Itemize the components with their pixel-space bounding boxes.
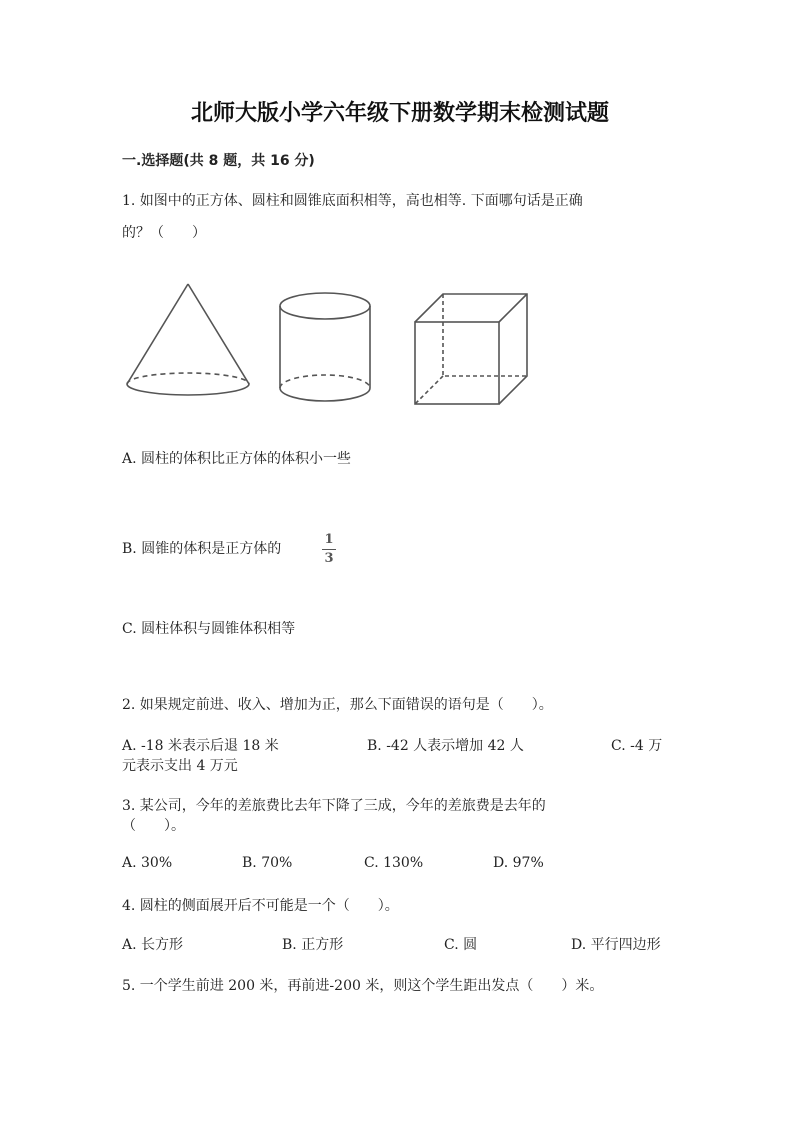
cone-icon [127, 284, 249, 395]
question-2-option-a: A. -18 米表示后退 18 米 [122, 738, 279, 754]
question-2-option-c: C. -4 万 [611, 738, 663, 754]
cylinder-icon [280, 293, 370, 401]
question-5-line-1: 5. 一个学生前进 200 米，再前进-200 米，则这个学生距出发点（ ）米。 [122, 978, 604, 994]
question-2-option-c-continued: 元表示支出 4 万元 [122, 758, 238, 774]
question-1-line-2: 的？（ ） [122, 225, 206, 241]
question-3-option-d: D. 97% [493, 855, 544, 871]
question-2-option-b: B. -42 人表示增加 42 人 [367, 738, 524, 754]
cube-icon [415, 294, 527, 404]
question-1-option-b: B. 圆锥的体积是正方体的 [122, 541, 282, 557]
question-1-line-1: 1. 如图中的正方体、圆柱和圆锥底面积相等，高也相等. 下面哪句话是正确 [122, 193, 583, 209]
question-4-option-d: D. 平行四边形 [571, 937, 661, 953]
question-4-option-b: B. 正方形 [282, 937, 344, 953]
page-title: 北师大版小学六年级下册数学期末检测试题 [190, 101, 609, 126]
question-3-line-2: （ ）。 [122, 818, 185, 834]
fraction-numerator: 1 [324, 532, 334, 547]
fraction-denominator: 3 [324, 551, 334, 566]
question-4-option-a: A. 长方形 [122, 937, 184, 953]
question-1-option-c: C. 圆柱体积与圆锥体积相等 [122, 621, 296, 637]
question-3-option-b: B. 70% [242, 855, 293, 871]
question-3-option-a: A. 30% [122, 855, 173, 871]
question-4-line-1: 4. 圆柱的侧面展开后不可能是一个（ ）。 [122, 898, 399, 914]
question-3-line-1: 3. 某公司，今年的差旅费比去年下降了三成，今年的差旅费是去年的 [122, 798, 546, 814]
section-heading: 一.选择题(共 8 题，共 16 分) [122, 153, 315, 169]
question-1-option-a: A. 圆柱的体积比正方体的体积小一些 [122, 451, 352, 467]
question-1-figures [0, 0, 800, 420]
fraction-bar [322, 549, 336, 550]
question-3-option-c: C. 130% [364, 855, 424, 871]
fraction-one-third [322, 532, 336, 567]
question-4-option-c: C. 圆 [444, 937, 478, 953]
question-2-line-1: 2. 如果规定前进、收入、增加为正，那么下面错误的语句是（ ）。 [122, 697, 553, 713]
